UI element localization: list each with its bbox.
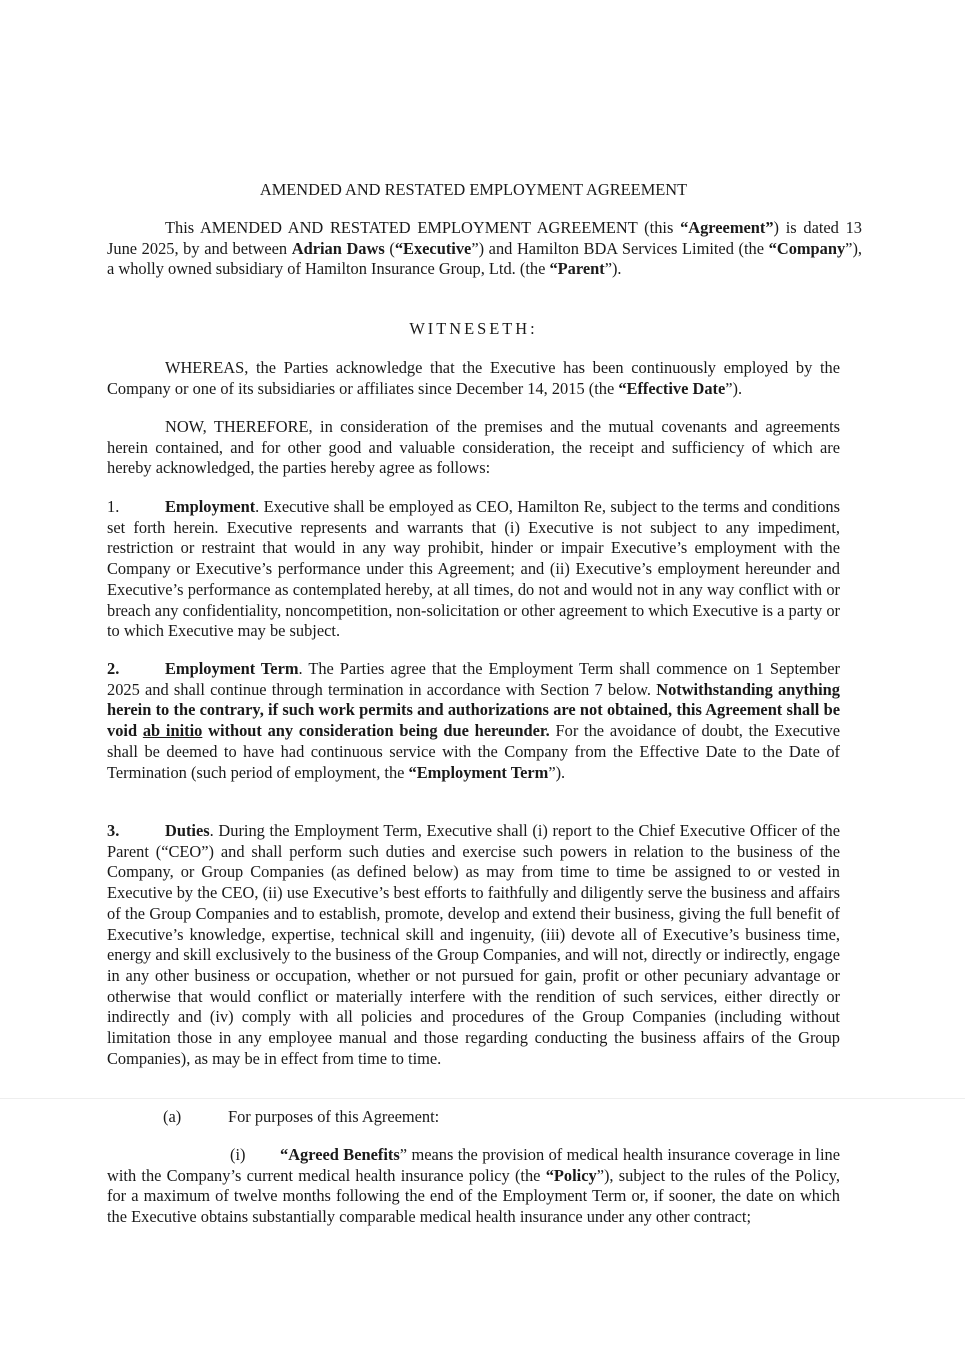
defined-term: “Policy	[545, 1165, 597, 1185]
clause-number: (i)	[230, 1145, 246, 1164]
text: ”) and Hamilton BDA Services Limited (the	[471, 238, 769, 258]
defined-term: “Employment Term	[408, 762, 549, 782]
text: ”), a wholly owned subsidiary of Hamilton Insurance Group, Ltd. (the	[107, 238, 863, 279]
text: For purposes of this Agreement:	[228, 1107, 440, 1126]
section-3-duties	[107, 821, 840, 1069]
whereas-paragraph	[107, 358, 840, 399]
section-1-employment	[107, 497, 840, 642]
section-heading: Duties	[165, 821, 210, 840]
text: . Executive shall be employed as CEO, Hamilton Re, subject to the terms and conditions set forth herein. Executive represents and warrants that (i) Executive is not subject to any impediment, restriction or restraint that would in any way prohibit, hinder or impair Executive’s employment with the Company or Executive’s performance under this Agreement; and (ii) Executive’s employment hereunder and Executive’s performance as contemplated hereby, at all times, do not and would not in any way conflict with or breach any confidentiality, noncompetition, non-solicitation or other agreement to which Executive is a party or to which Executive may be subject.	[107, 497, 840, 641]
underlined-term: ab initio	[142, 721, 203, 741]
defined-term: “Company	[768, 238, 846, 258]
section-2-employment-term	[107, 659, 840, 783]
text: ”).	[548, 762, 566, 782]
section-3a-i-agreed-benefits	[107, 1145, 840, 1228]
section-number: 3.	[107, 821, 120, 840]
text: ) is dated 13 June 2025, by and between	[107, 218, 862, 258]
defined-term: “Agreed Benefits	[280, 1145, 400, 1164]
defined-term: “Agreement”	[680, 218, 774, 237]
section-number: 1.	[107, 497, 120, 516]
text: ”).	[604, 259, 622, 279]
witnesseth-heading: WITNESETH:	[409, 319, 538, 338]
bold-text: without any consideration being due hereunder.	[202, 721, 550, 741]
text: ” means the provision of medical health insurance coverage in line with the Company’s current medical health insurance policy (the	[107, 1145, 840, 1185]
now-therefore-paragraph: NOW, THEREFORE, in consideration of the premises and the mutual covenants and agreements herein contained, and for other good and valuable consideration, the receipt and sufficiency of which are hereby acknowledged, the parties hereby agree as follows:	[107, 417, 840, 478]
document-title: AMENDED AND RESTATED EMPLOYMENT AGREEMENT	[259, 180, 688, 199]
text: ”).	[725, 378, 743, 398]
section-3a	[163, 1107, 840, 1128]
text: WHEREAS, the Parties acknowledge that the Executive has been continuously employed by the Company or one of its subsidiaries or affiliates since December 14, 2015 (the	[107, 358, 840, 398]
text: (	[384, 238, 395, 258]
text: . The Parties agree that the Employment Term shall commence on 1 September 2025 and shall continue through termination in accordance with Section 7 below.	[107, 659, 840, 699]
section-number: 2.	[107, 659, 120, 678]
subsection-number: (a)	[163, 1107, 182, 1126]
intro-paragraph	[107, 218, 862, 280]
section-heading: Employment	[165, 497, 256, 516]
text: For the avoidance of doubt, the Executive shall be deemed to have had continuous service with the Company from the Effective Date to the Date of Termination (such period of employment, the	[107, 721, 840, 782]
bold-text: Notwithstanding anything herein to the contrary, if such work permits and authorizations are not obtained, this Agreement shall be void	[107, 679, 840, 741]
defined-term: “Executive	[394, 238, 472, 258]
section-heading: Employment Term	[165, 659, 299, 678]
defined-term: “Effective Date	[618, 378, 726, 398]
text: This AMENDED AND RESTATED EMPLOYMENT AGREEMENT (this	[165, 218, 681, 237]
text: . During the Employment Term, Executive shall (i) report to the Chief Executive Officer of the Parent (“CEO”) and shall perform such duties and exercise such powers in relation to the business of the Company, or Group Companies (as defined below) as may from time to time be assigned to or vested in Executive by the CEO, (ii) use Executive’s best efforts to faithfully and diligently serve the business and affairs of the Group Companies and to establish, promote, develop and extend their business, giving the full benefit of Executive’s knowledge, expertise, technical skill and ingenuity, (iii) devote all of Executive’s business time, energy and skill exclusively to the business of the Group Companies, and will not, directly or indirectly, engage in any other business or occupation, whether or not pursued for gain, profit or other pecuniary advantage or otherwise that would conflict or materially interfere with the rendition of such services, either directly or indirectly and (iv) comply with all policies and procedures of the Group Companies (including without limitation those in any employee manual and those regarding conducting the business affairs of the Group Companies), as may be in effect from time to time.	[107, 821, 840, 1068]
scan-line	[0, 1098, 965, 1099]
defined-term: “Parent	[549, 259, 605, 279]
text: ”), subject to the rules of the Policy, for a maximum of twelve months following the end of the Employment Term or, if sooner, the date on which the Executive obtains substantially comparable medical health insurance under any other contract;	[107, 1165, 840, 1227]
party-name: Adrian Daws	[291, 238, 385, 258]
